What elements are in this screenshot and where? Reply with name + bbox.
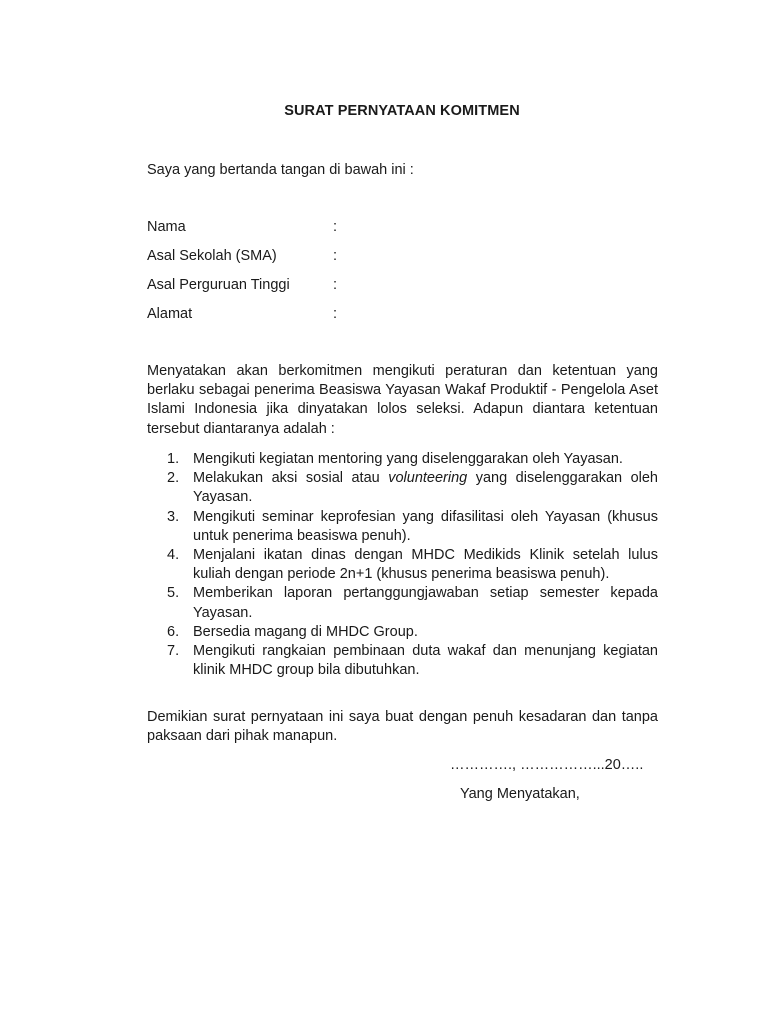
list-text: Mengikuti rangkaian pembinaan duta wakaf dan menunjang kegiatan klinik MHDC group bila dibutuhkan.: [193, 643, 658, 679]
field-asal-perguruan-tinggi: [147, 277, 447, 306]
list-number: 6.: [167, 623, 180, 640]
list-item: [147, 584, 658, 622]
list-item: [147, 450, 658, 469]
field-label: Asal Perguruan Tinggi: [147, 277, 290, 293]
list-number: 1.: [167, 451, 180, 467]
closing-paragraph: Demikian surat pernyataan ini saya buat dengan penuh kesadaran dan tanpa paksaan dari pihak manapun.: [147, 709, 658, 745]
list-item: [147, 623, 658, 642]
field-asal-sekolah: [147, 248, 447, 277]
field-label: Asal Sekolah (SMA): [147, 248, 277, 264]
document-title: SURAT PERNYATAAN KOMITMEN: [284, 103, 520, 119]
list-text: Bersedia magang di MHDC Group.: [193, 623, 418, 640]
list-item: [147, 469, 658, 507]
list-item: [147, 508, 658, 546]
identity-fields: [147, 219, 447, 335]
list-number: 5.: [167, 585, 180, 602]
list-text: Mengikuti seminar keprofesian yang difasilitasi oleh Yayasan (khusus untuk penerima beasiswa penuh).: [193, 508, 658, 544]
list-text-post: yang diselenggarakan oleh Yayasan.: [193, 470, 658, 506]
list-text-emphasis: volunteering: [388, 470, 468, 487]
field-colon: :: [333, 219, 338, 235]
list-text-pre: Melakukan aksi sosial atau: [193, 470, 389, 487]
list-text: Mengikuti kegiatan mentoring yang diselenggarakan oleh Yayasan.: [193, 451, 623, 467]
field-label: Alamat: [147, 306, 193, 322]
field-label: Nama: [147, 219, 186, 235]
field-alamat: [147, 306, 447, 335]
commitment-paragraph: Menyatakan akan berkomitmen mengikuti peraturan dan ketentuan yang berlaku sebagai penerima Beasiswa Yayasan Wakaf Produktif - Pengelola Aset Islami Indonesia jika dinyatakan lolos seleksi. Adapun diantara ketentuan tersebut diantaranya adalah :: [147, 363, 658, 437]
place-date-line: …………., ……………...20…..: [450, 757, 644, 773]
list-item: [147, 642, 658, 680]
provisions-list: [147, 450, 658, 680]
field-colon: :: [333, 306, 338, 322]
list-text: Memberikan laporan pertanggungjawaban setiap semester kepada Yayasan.: [193, 585, 658, 621]
field-colon: :: [333, 248, 338, 264]
list-number: 7.: [167, 643, 180, 660]
signer-label: Yang Menyatakan,: [460, 786, 580, 802]
list-item: [147, 546, 658, 584]
field-nama: [147, 219, 447, 248]
field-colon: :: [333, 277, 338, 293]
list-text: Menjalani ikatan dinas dengan MHDC Medikids Klinik setelah lulus kuliah dengan periode 2n+1 (khusus penerima beasiswa penuh).: [193, 547, 658, 583]
intro-text: Saya yang bertanda tangan di bawah ini :: [147, 162, 414, 178]
list-number: 4.: [167, 547, 180, 564]
list-number: 3.: [167, 508, 180, 525]
list-number: 2.: [167, 470, 180, 487]
